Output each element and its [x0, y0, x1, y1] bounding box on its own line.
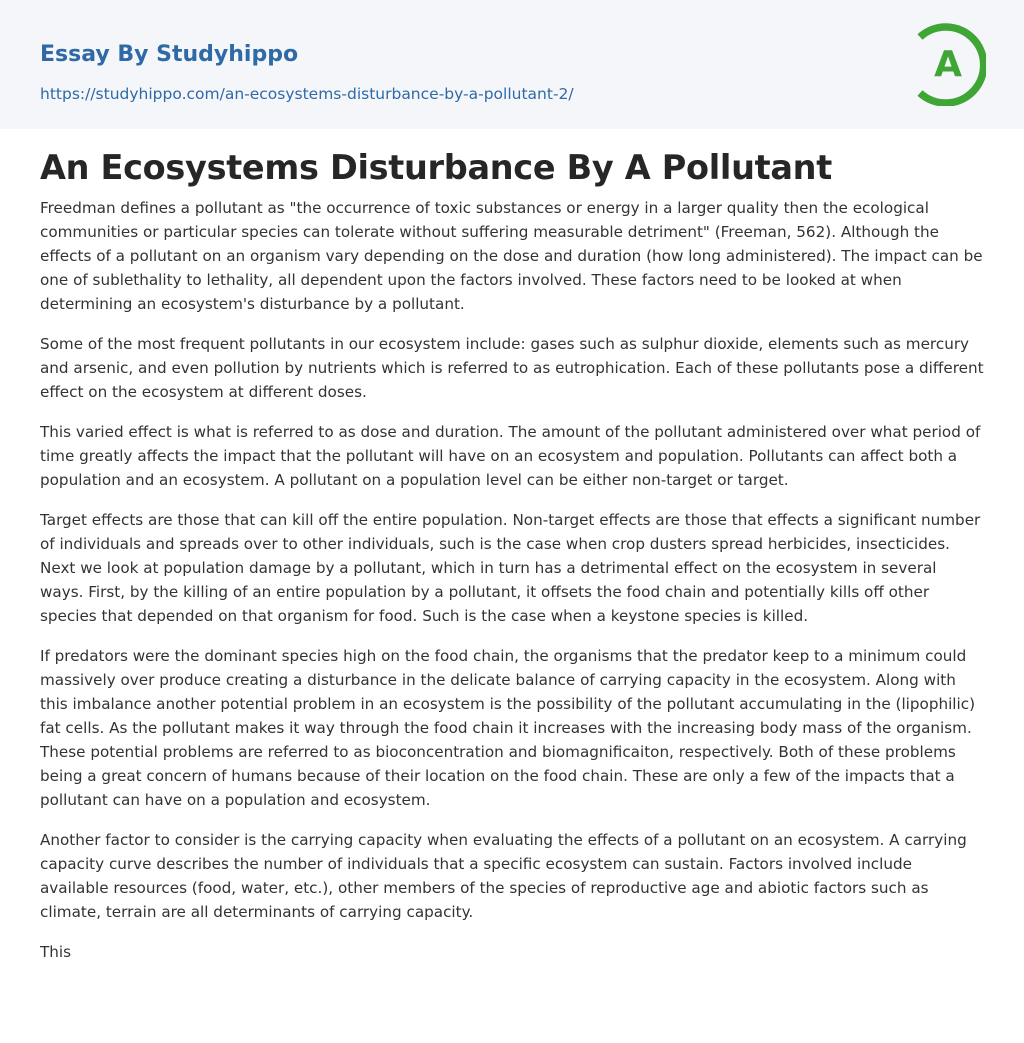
paragraph: Target effects are those that can kill off the entire population. Non-target effects are those that effects a significant number of individuals and spreads over to other individuals, such is the case when crop dusters spread herbicides, insecticides. Next we look at population damage by a pollutant, which in turn has a detrimental effect on the ecosystem in several ways. First, by the killing of an entire population by a pollutant, it offsets the food chain and potentially kills off other species that depended on that organism for food. Such is the case when a keystone species is killed. — [40, 511, 981, 625]
site-header — [0, 0, 1024, 129]
page-title: An Ecosystems Disturbance By A Pollutant — [40, 148, 832, 187]
studyhippo-logo-icon[interactable] — [916, 18, 986, 106]
paragraph: Freedman defines a pollutant as "the occurrence of toxic substances or energy in a larger quality then the ecological communities or particular species can tolerate without suffering measurable detriment" (Freeman, 562). Although the effects of a pollutant on an organism vary depending on the dose and duration (how long administered). The impact can be one of sublethality to lethality, all dependent upon the factors involved. These factors need to be looked at when determining an ecosystem's disturbance by a pollutant. — [40, 199, 983, 313]
article — [0, 146, 1024, 964]
essay-url-link[interactable]: https://studyhippo.com/an-ecosystems-disturbance-by-a-pollutant-2/ — [40, 85, 574, 103]
paragraph: If predators were the dominant species high on the food chain, the organisms that the predator keep to a minimum could massively over produce creating a disturbance in the delicate balance of carrying capacity in the ecosystem. Along with this imbalance another potential problem in an ecosystem is the possibility of the pollutant accumulating in the (lipophilic) fat cells. As the pollutant makes it way through the food chain it increases with the increasing body mass of the organism. These potential problems are referred to as bioconcentration and biomagnificaiton, respectively. Both of these problems being a great concern of humans because of their location on the food chain. These are only a few of the impacts that a pollutant can have on a population and ecosystem. — [40, 647, 976, 809]
paragraph: This varied effect is what is referred to as dose and duration. The amount of the pollutant administered over what period of time greatly affects the impact that the pollutant will have on an ecosystem and population. Pollutants can affect both a population and an ecosystem. A pollutant on a population level can be either non-target or target. — [40, 423, 981, 489]
logo-letter: A — [934, 44, 962, 85]
paragraph: Some of the most frequent pollutants in our ecosystem include: gases such as sulphur dioxide, elements such as mercury and arsenic, and even pollution by nutrients which is referred to as eutrophication. Each of these pollutants pose a different effect on the ecosystem at different doses. — [40, 335, 984, 401]
paragraph: Another factor to consider is the carrying capacity when evaluating the effects of a pollutant on an ecosystem. A carrying capacity curve describes the number of individuals that a specific ecosystem can sustain. Factors involved include available resources (food, water, etc.), other members of the species of reproductive age and abiotic factors such as climate, terrain are all determinants of carrying capacity. — [40, 831, 967, 921]
paragraph: This — [40, 943, 72, 961]
site-brand[interactable]: Essay By Studyhippo — [40, 42, 299, 67]
